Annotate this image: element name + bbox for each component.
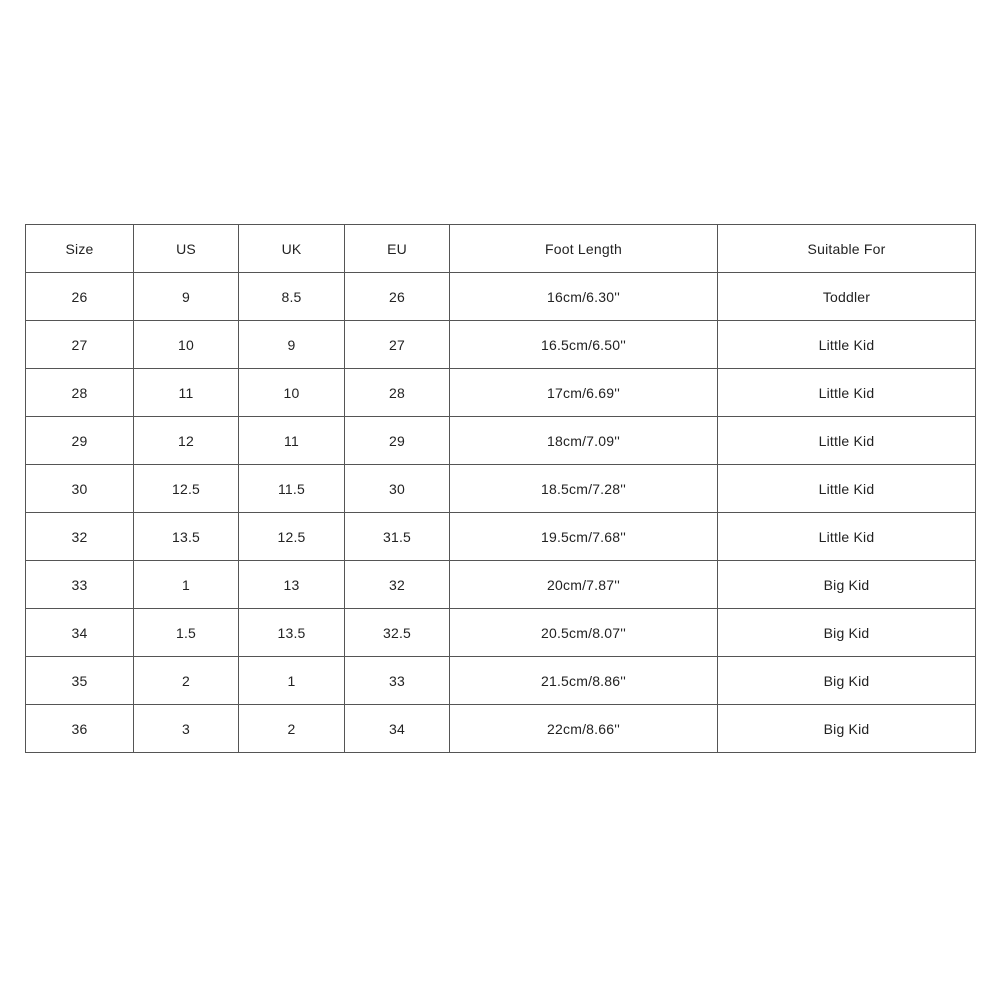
cell-us: 13.5: [134, 513, 239, 561]
cell-size: 28: [26, 369, 134, 417]
cell-size: 26: [26, 273, 134, 321]
cell-eu: 26: [345, 273, 450, 321]
cell-uk: 11.5: [239, 465, 345, 513]
cell-foot-length: 17cm/6.69'': [450, 369, 718, 417]
header-size: Size: [26, 225, 134, 273]
table-row: [26, 273, 976, 321]
cell-uk: 2: [239, 705, 345, 753]
cell-uk: 12.5: [239, 513, 345, 561]
cell-eu: 32.5: [345, 609, 450, 657]
table-row: [26, 705, 976, 753]
cell-suitable-for: Little Kid: [718, 513, 976, 561]
cell-foot-length: 16cm/6.30'': [450, 273, 718, 321]
cell-us: 1: [134, 561, 239, 609]
cell-size: 35: [26, 657, 134, 705]
cell-eu: 29: [345, 417, 450, 465]
cell-foot-length: 20cm/7.87'': [450, 561, 718, 609]
header-foot-length: Foot Length: [450, 225, 718, 273]
cell-us: 2: [134, 657, 239, 705]
cell-suitable-for: Big Kid: [718, 561, 976, 609]
table-row: [26, 465, 976, 513]
header-row: [26, 225, 976, 273]
cell-eu: 30: [345, 465, 450, 513]
cell-size: 33: [26, 561, 134, 609]
cell-eu: 34: [345, 705, 450, 753]
cell-suitable-for: Little Kid: [718, 465, 976, 513]
cell-foot-length: 18cm/7.09'': [450, 417, 718, 465]
cell-foot-length: 18.5cm/7.28'': [450, 465, 718, 513]
table-row: [26, 561, 976, 609]
header-suitable-for: Suitable For: [718, 225, 976, 273]
cell-suitable-for: Big Kid: [718, 657, 976, 705]
cell-foot-length: 19.5cm/7.68'': [450, 513, 718, 561]
cell-eu: 33: [345, 657, 450, 705]
cell-suitable-for: Little Kid: [718, 417, 976, 465]
table-row: [26, 609, 976, 657]
table-row: [26, 657, 976, 705]
cell-suitable-for: Little Kid: [718, 321, 976, 369]
cell-eu: 32: [345, 561, 450, 609]
cell-eu: 31.5: [345, 513, 450, 561]
cell-size: 30: [26, 465, 134, 513]
cell-eu: 28: [345, 369, 450, 417]
cell-uk: 13: [239, 561, 345, 609]
cell-uk: 1: [239, 657, 345, 705]
table-header: [26, 225, 976, 273]
cell-us: 12: [134, 417, 239, 465]
cell-us: 1.5: [134, 609, 239, 657]
table-row: [26, 417, 976, 465]
table-row: [26, 369, 976, 417]
cell-size: 29: [26, 417, 134, 465]
cell-size: 32: [26, 513, 134, 561]
table-row: [26, 321, 976, 369]
header-uk: UK: [239, 225, 345, 273]
cell-suitable-for: Little Kid: [718, 369, 976, 417]
cell-us: 3: [134, 705, 239, 753]
cell-uk: 13.5: [239, 609, 345, 657]
cell-size: 34: [26, 609, 134, 657]
cell-uk: 11: [239, 417, 345, 465]
cell-foot-length: 20.5cm/8.07'': [450, 609, 718, 657]
cell-suitable-for: Big Kid: [718, 705, 976, 753]
cell-us: 11: [134, 369, 239, 417]
cell-suitable-for: Big Kid: [718, 609, 976, 657]
cell-foot-length: 16.5cm/6.50'': [450, 321, 718, 369]
table-body: [26, 273, 976, 753]
cell-size: 36: [26, 705, 134, 753]
header-us: US: [134, 225, 239, 273]
cell-foot-length: 21.5cm/8.86'': [450, 657, 718, 705]
table-row: [26, 513, 976, 561]
cell-us: 10: [134, 321, 239, 369]
cell-uk: 8.5: [239, 273, 345, 321]
cell-uk: 9: [239, 321, 345, 369]
cell-us: 12.5: [134, 465, 239, 513]
cell-uk: 10: [239, 369, 345, 417]
cell-foot-length: 22cm/8.66'': [450, 705, 718, 753]
cell-suitable-for: Toddler: [718, 273, 976, 321]
cell-us: 9: [134, 273, 239, 321]
cell-size: 27: [26, 321, 134, 369]
header-eu: EU: [345, 225, 450, 273]
cell-eu: 27: [345, 321, 450, 369]
size-chart-table: [25, 224, 976, 753]
